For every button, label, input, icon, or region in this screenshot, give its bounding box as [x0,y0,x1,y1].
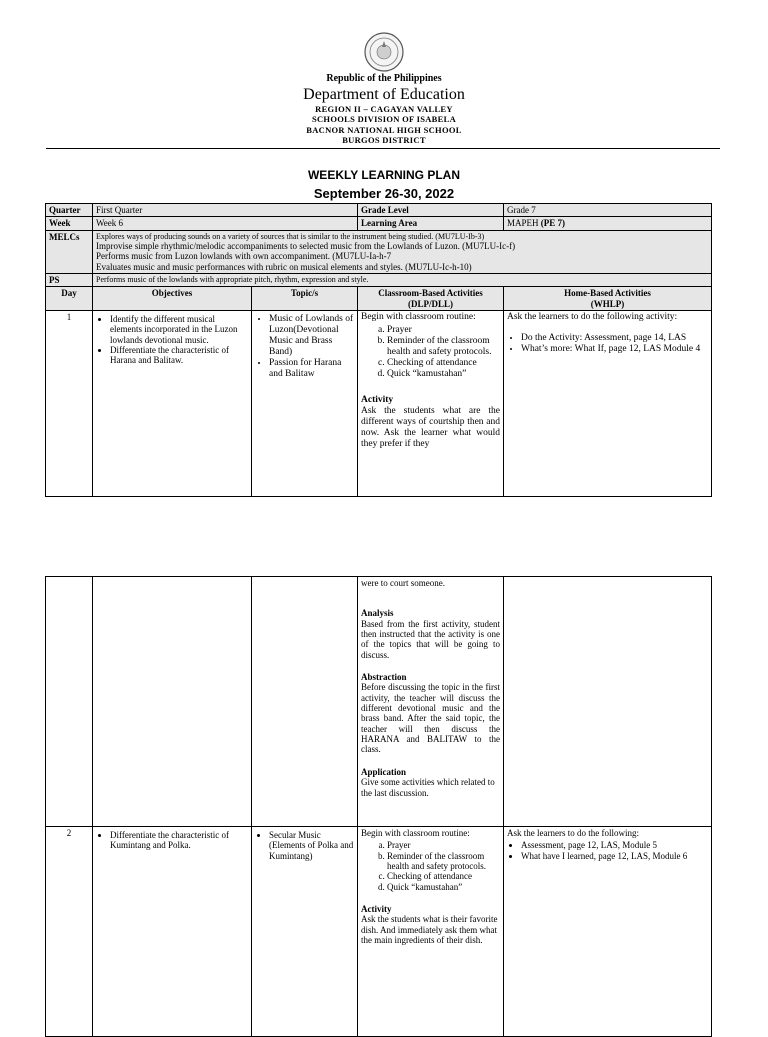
melcs-row [46,230,712,273]
list-item: d. Quick “kamustahan” [387,882,500,892]
day-cell-empty [46,577,93,827]
ps-value: Performs music of the lowlands with appropriate pitch, rhythm, expression and style. [93,273,712,286]
division-heading: SCHOOLS DIVISION OF ISABELA [311,114,457,124]
district-heading: BURGOS DISTRICT [342,135,426,145]
col-classroom-sub: (DLP/DLL) [408,298,453,309]
area-label: Learning Area [358,217,504,230]
objectives-cell [93,827,252,1037]
objectives-cell [93,310,252,496]
melc-item: Improvise simple rhythmic/melodic accompaniments to selected music from the Lowlands of Luzon. (MU7LU-Ic-f) [96,240,516,251]
header-divider [46,148,720,149]
melc-item: Explores ways of producing sounds on a variety of sources that is similar to the instrument being studied. (MU7LU-Ib-3) [96,231,485,241]
melcs-value [93,230,712,273]
week-value: Week 6 [93,217,358,230]
application-text: Give some activities which related to the last discussion. [361,777,495,798]
application-title: Application [361,766,407,777]
republic-heading: Republic of the Philippines [326,73,442,84]
list-item: a. Prayer [387,325,500,336]
list-item: • Music of Lowlands of Luzon(Devotional Music and Brass Band) [269,314,354,358]
table-row [46,827,712,1037]
plan-dates: September 26-30, 2022 [313,186,455,201]
area-value [504,217,712,230]
quarter-value: First Quarter [93,204,358,217]
list-item: • Assessment, page 12, LAS, Module 5 [521,840,708,850]
day-number: 1 [46,310,93,496]
activity-text-cont: were to court someone. [361,578,445,588]
week-label: Week [46,217,93,230]
list-item: d. Quick “kamustahan” [387,369,500,380]
day-number: 2 [46,827,93,1037]
list-item: • Secular Music (Elements of Polka and Kumintang) [269,830,354,861]
region-heading: REGION II – CAGAYAN VALLEY [315,104,453,114]
area-bold: (PE 7) [540,218,566,229]
analysis-title: Analysis [361,608,394,619]
home-cell [504,310,712,496]
column-header-row [46,287,712,311]
plan-title: WEEKLY LEARNING PLAN [307,168,460,182]
routine-intro: Begin with classroom routine: [361,311,476,322]
list-item: • Passion for Harana and Balitaw [269,358,354,380]
table-row [46,310,712,496]
classroom-cell [358,577,504,827]
abstraction-text: Before discussing the topic in the first activity, the teacher will discuss the different devotional music and the brass band. After the said topic, the teacher will then discuss the HARANA and BALITAW to the class. [361,682,500,755]
col-classroom-title: Classroom-Based Activities [378,288,483,299]
list-item: c. Checking of attendance [387,871,500,881]
topics-cell-empty [252,577,358,827]
col-home [504,287,712,311]
classroom-cell [358,310,504,496]
learning-plan-table [45,203,712,497]
activity-title: Activity [361,395,394,406]
ps-label: PS [46,273,93,286]
list-item: • Differentiate the characteristic of Harana and Balitaw. [110,345,248,366]
melc-item: Performs music from Luzon lowlands with own accompaniment. (MU7LU-Ia-h-7 [96,251,392,262]
school-heading: BACNOR NATIONAL HIGH SCHOOL [306,125,462,135]
week-row [46,217,712,230]
topics-cell [252,310,358,496]
col-objectives: Objectives [93,287,252,311]
home-cell [504,827,712,1037]
list-item: • What’s more: What If, page 12, LAS Module 4 [521,344,708,355]
col-home-title: Home-Based Activities [564,288,651,299]
analysis-text: Based from the first activity, student then instructed that the activity is one of the topics that will be going to discuss. [361,618,500,660]
topics-cell [252,827,358,1037]
quarter-row [46,204,712,217]
objectives-cell-empty [93,577,252,827]
department-heading: Department of Education [303,86,465,103]
list-item: • Differentiate the characteristic of Kumintang and Polka. [110,830,248,851]
melcs-label: MELCs [46,230,93,273]
learning-plan-table-continued [45,576,712,1037]
melc-item: Evaluates music and music performances with rubric on musical elements and styles. (MU7LU-Ic-h-10) [96,261,472,272]
activity-text: Ask the students what is their favorite dish. And immediately ask them what the main ingredients of their dish. [361,914,498,946]
list-item: a. Prayer [387,840,500,850]
col-day: Day [46,287,93,311]
routine-intro: Begin with classroom routine: [361,828,470,838]
ps-row [46,273,712,286]
list-item: b. Reminder of the classroom health and safety protocols. [387,851,500,872]
home-intro: Ask the learners to do the following: [507,828,639,838]
grade-value: Grade 7 [504,204,712,217]
col-home-sub: (WHLP) [590,298,625,309]
activity-title: Activity [361,904,392,915]
grade-label: Grade Level [358,204,504,217]
list-item: • Identify the different musical elements incorporated in the Luzon lowlands devotional music. [110,314,248,345]
col-topics: Topic/s [252,287,358,311]
classroom-cell [358,827,504,1037]
list-item: • What have I learned, page 12, LAS, Module 6 [521,851,708,861]
list-item: b. Reminder of the classroom health and safety protocols. [387,336,500,358]
table-row [46,577,712,827]
deped-seal-logo [364,32,404,72]
home-intro: Ask the learners to do the following activity: [507,311,678,322]
activity-text: Ask the students what are the different ways of courtship then and now. Ask the learner what would they prefer if they [361,406,500,450]
area-text: MAPEH [507,218,541,229]
list-item: c. Checking of attendance [387,358,500,369]
abstraction-title: Abstraction [361,672,407,683]
home-cell-empty [504,577,712,827]
list-item: • Do the Activity: Assessment, page 14, LAS [521,333,708,344]
col-classroom [358,287,504,311]
quarter-label: Quarter [46,204,93,217]
